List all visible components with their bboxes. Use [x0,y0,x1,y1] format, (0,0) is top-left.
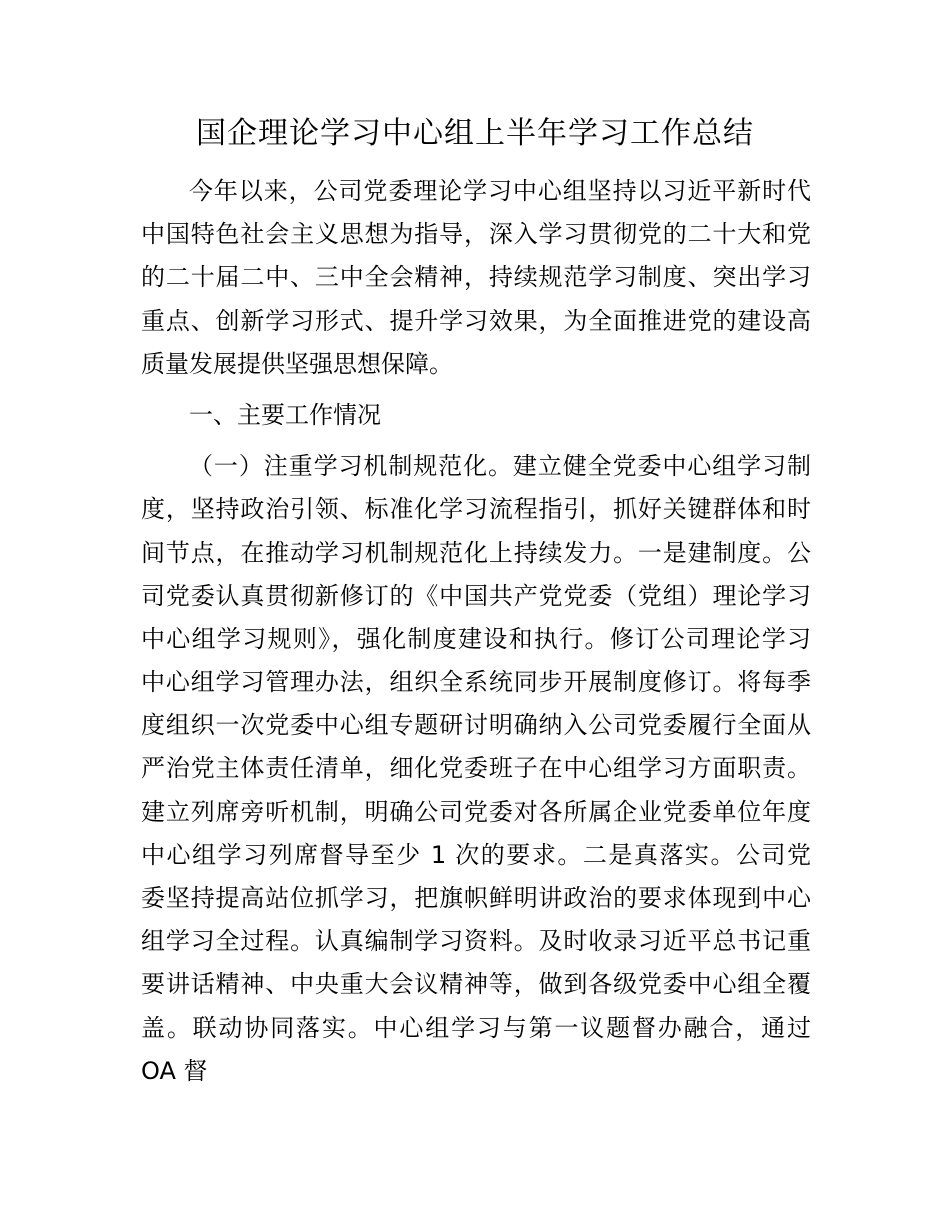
paragraph-line: 中心组学习规则》，强化制度建设和执行。修订公司理论学习 [141,624,811,653]
paragraph-line: 司党委认真贯彻新修订的《中国共产党党委（党组）理论学习 [141,581,811,610]
paragraph-line: 严治党主体责任清单，细化党委班子在中心组学习方面职责。 [141,754,811,783]
paragraph-line: 组学习全过程。认真编制学习资料。及时收录习近平总书记重 [141,927,811,956]
document-body [141,170,811,1093]
paragraph-gap [141,386,811,394]
paragraph-line: 的二十届二中、三中全会精神，持续规范学习制度、突出学习 [141,263,811,292]
paragraph-line: 建立列席旁听机制，明确公司党委对各所属企业党委单位年度 [141,797,811,826]
paragraph-gap [141,437,811,445]
paragraph-line: 度组织一次党委中心组专题研讨明确纳入公司党委履行全面从 [141,711,811,740]
section-paragraph [141,445,811,1093]
document-title: 国企理论学习中心组上半年学习工作总结 [196,116,754,151]
paragraph-line: 度，坚持政治引领、标准化学习流程指引，抓好关键群体和时 [141,495,811,524]
intro-paragraph [141,170,811,386]
paragraph-line: 间节点，在推动学习机制规范化上持续发力。一是建制度。公 [141,538,811,567]
paragraph-line: OA 督 [141,1056,208,1085]
paragraph-line: 中心组学习管理办法，组织全系统同步开展制度修订。将每季 [141,668,811,697]
paragraph-line: 委坚持提高站位抓学习，把旗帜鲜明讲政治的要求体现到中心 [141,884,811,912]
paragraph-line: （一）注重学习机制规范化。建立健全党委中心组学习制 [189,452,811,481]
section-heading: 一、主要工作情况 [189,400,381,429]
paragraph-line: 要讲话精神、中央重大会议精神等，做到各级党委中心组全覆 [141,970,811,999]
paragraph-line: 重点、创新学习形式、提升学习效果，为全面推进党的建设高 [141,306,811,335]
paragraph-line: 质量发展提供坚强思想保障。 [141,349,453,378]
paragraph-line: 盖。联动协同落实。中心组学习与第一议题督办融合，通过 [141,1013,811,1042]
paragraph-line: 今年以来，公司党委理论学习中心组坚持以习近平新时代 [189,177,811,205]
paragraph-line: 中国特色社会主义思想为指导，深入学习贯彻党的二十大和党 [141,220,811,249]
paragraph-line: 中心组学习列席督导至少 1 次的要求。二是真落实。公司党 [141,840,811,869]
